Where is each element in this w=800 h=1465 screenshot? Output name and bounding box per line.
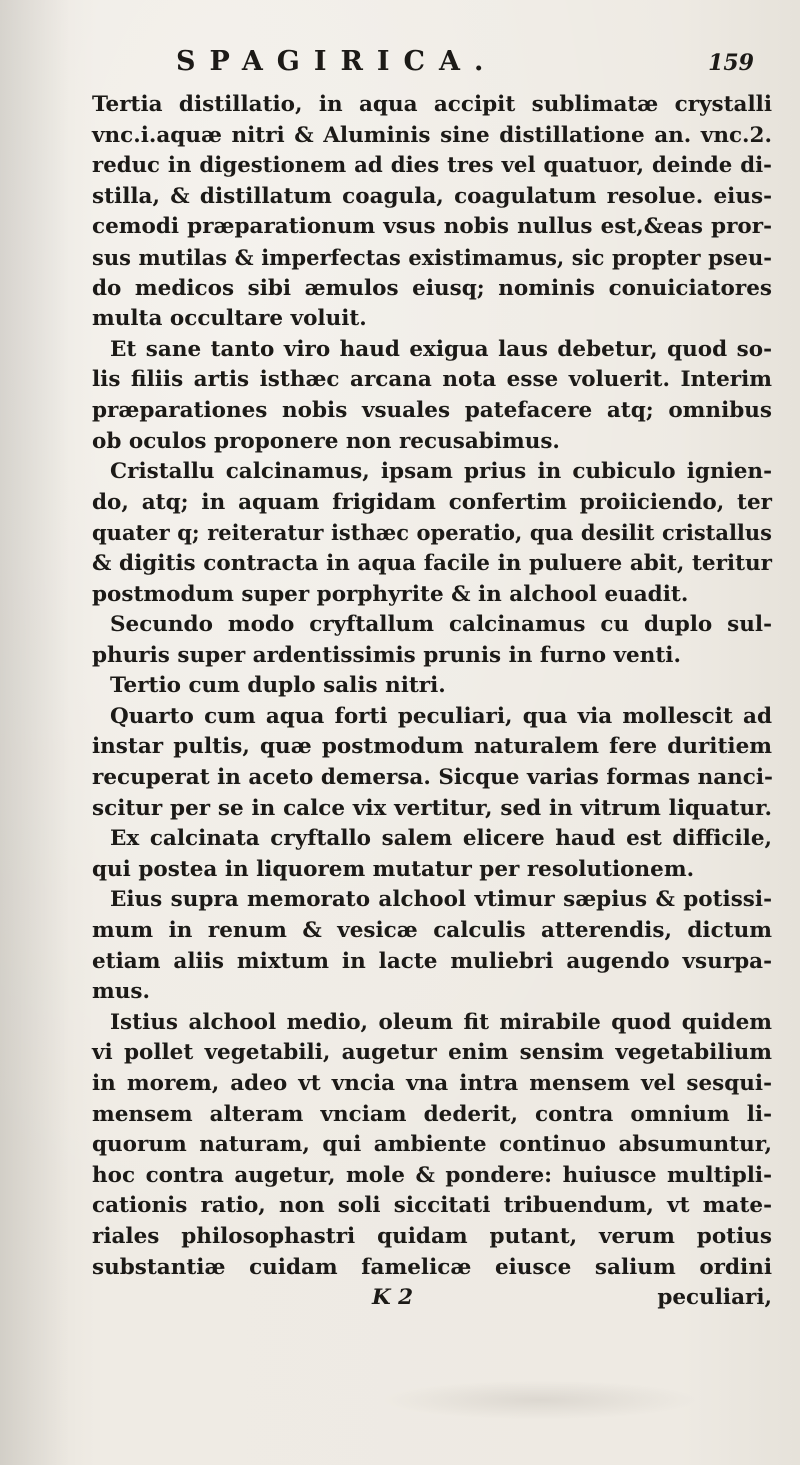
running-head — [92, 44, 764, 84]
text-line: in morem, adeo vt vncia vna intra mensem vel sesqui- — [92, 1071, 772, 1096]
body-text — [92, 90, 772, 1313]
text-line: mensem alteram vnciam dederit, contra omnium li- — [92, 1101, 772, 1127]
text-line: Tertia distillatio, in aqua accipit sublimatæ crystalli — [92, 92, 772, 117]
text-line: Secundo modo cryftallum calcinamus cu duplo sul- — [110, 612, 772, 638]
text-line: hoc contra augetur, mole & pondere: huiusce multipli- — [92, 1162, 772, 1188]
text-line: Eius supra memorato alchool vtimur sæpius & potissi- — [110, 887, 772, 913]
text-line: Tertio cum duplo salis nitri. — [110, 673, 446, 699]
text-line: scitur per se in calce vix vertitur, sed in vitrum liquatur. — [92, 795, 772, 821]
text-line: reduc in digestionem ad dies tres vel quatuor, deinde di- — [92, 153, 772, 179]
signature-mark: K 2 — [372, 1285, 414, 1311]
text-line: præparationes nobis vsuales patefacere atq; omnibus — [92, 397, 772, 423]
text-line: Istius alchool medio, oleum fit mirabile quod quidem — [110, 1009, 772, 1035]
text-line: Et sane tanto viro haud exigua laus debetur, quod so- — [110, 336, 772, 362]
running-title: SPAGIRICA. — [176, 46, 498, 77]
text-line: lis filiis artis isthæc arcana nota esse voluerit. Interim — [92, 367, 772, 393]
text-line: vi pollet vegetabili, augetur enim sensim vegetabilium — [92, 1040, 772, 1066]
text-line: mus. — [92, 979, 150, 1005]
text-line: instar pultis, quæ postmodum naturalem fere duritiem — [92, 734, 772, 760]
text-line: mum in renum & vesicæ calculis atterendis, dictum — [92, 918, 772, 944]
text-line: quorum naturam, qui ambiente continuo absumuntur, — [92, 1132, 772, 1158]
text-line: Cristallu calcinamus, ipsam prius in cubiculo ignien- — [110, 459, 772, 485]
text-line: postmodum super porphyrite & in alchool euadit. — [92, 581, 689, 607]
text-line: stilla, & distillatum coagula, coagulatum resolue. eius- — [92, 183, 772, 209]
text-line: do, atq; in aquam frigidam confertim proiiciendo, ter — [92, 489, 772, 515]
text-line: & digitis contracta in aqua facile in puluere abit, teritur — [92, 550, 772, 576]
text-line: ob oculos proponere non recusabimus. — [92, 428, 560, 454]
text-line: riales philosophastri quidam putant, verum potius — [92, 1223, 772, 1249]
text-line: sus mutilas & imperfectas existimamus, sic propter pseu- — [92, 244, 772, 270]
text-line: vnc.i.aquæ nitri & Aluminis sine distillatione an. vnc.2. — [92, 122, 772, 148]
text-line: recuperat in aceto demersa. Sicque varias formas nanci- — [92, 765, 773, 791]
text-line: cationis ratio, non soli siccitati tribuendum, vt mate- — [92, 1193, 772, 1219]
text-line: Ex calcinata cryftallo salem elicere haud est difficile, — [110, 826, 772, 852]
text-line: qui postea in liquorem mutatur per resolutionem. — [92, 856, 695, 882]
text-line: etiam aliis mixtum in lacte muliebri augendo vsurpa- — [92, 948, 772, 974]
text-line: multa occultare voluit. — [92, 306, 367, 332]
text-line: do medicos sibi æmulos eiusq; nominis conuiciatores — [92, 275, 772, 301]
text-line: phuris super ardentissimis prunis in furno venti. — [92, 642, 681, 668]
footer-line — [92, 1283, 772, 1313]
catchword: peculiari, — [657, 1285, 772, 1311]
gutter-shadow — [0, 0, 70, 1465]
text-line: quater q; reiteratur isthæc operatio, qua desilit cristallus — [92, 520, 772, 546]
paper-smudge — [380, 1380, 700, 1420]
page-number: 159 — [708, 50, 754, 76]
text-line: substantiæ cuidam famelicæ eiusce salium ordini — [92, 1254, 772, 1280]
text-line: Quarto cum aqua forti peculiari, qua via mollescit ad — [110, 703, 772, 729]
text-line: cemodi præparationum vsus nobis nullus est,&eas pror- — [92, 214, 772, 240]
